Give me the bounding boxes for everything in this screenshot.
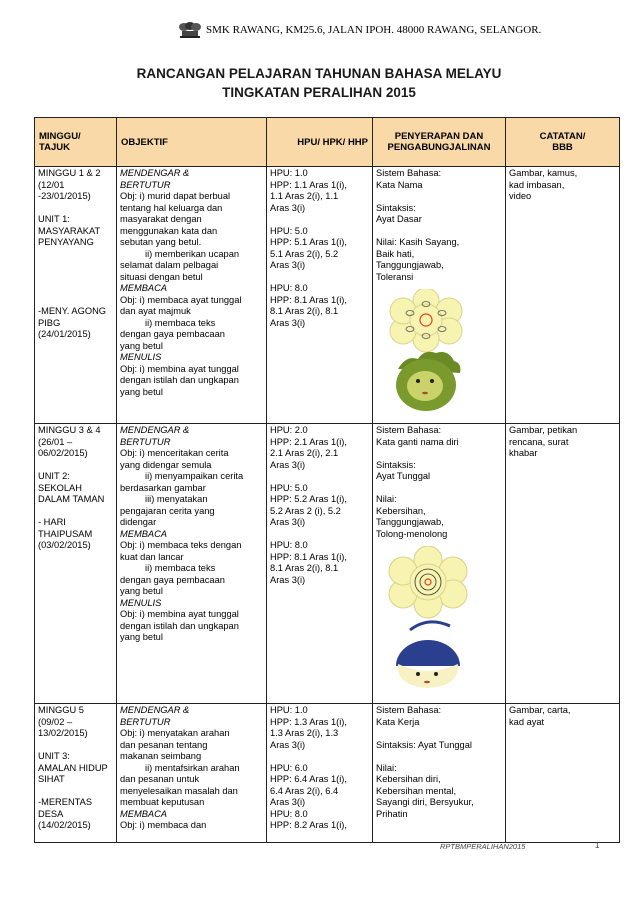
cell-line: pengajaran cerita yang bbox=[120, 505, 215, 516]
cell-line: HPP: 5.1 Aras 1(i), bbox=[270, 237, 347, 247]
cell-line: HPU: 8.0 bbox=[270, 283, 308, 293]
cell-line: yang didengar semula bbox=[120, 459, 212, 470]
cell-line bbox=[38, 260, 113, 272]
cell-line bbox=[376, 448, 502, 460]
cell-hpu bbox=[267, 424, 373, 704]
cell-line: Nilai: bbox=[376, 494, 397, 504]
cell-line: situasi dengan betul bbox=[120, 271, 203, 282]
cell-line: yang betul bbox=[120, 386, 163, 397]
cell-line: dan pesanan tentang bbox=[120, 739, 208, 750]
cell-line: -23/01/2015) bbox=[38, 191, 91, 201]
cell-line: (14/02/2015) bbox=[38, 820, 91, 830]
cell-penyerapan bbox=[373, 424, 506, 704]
cell-line: 06/02/2015) bbox=[38, 448, 88, 458]
cell-line bbox=[38, 203, 113, 215]
cell-line: 5.2 Aras 2 (i), 5.2 bbox=[270, 505, 341, 516]
cell-line: HPP: 5.2 Aras 1(i), bbox=[270, 494, 347, 504]
school-address: SMK RAWANG, KM25.6, JALAN IPOH. 48000 RAWANG, SELANGOR. bbox=[206, 24, 542, 36]
cell-line: (26/01 – bbox=[38, 436, 73, 447]
cell-line: kad imbasan, bbox=[509, 179, 565, 190]
page-number: 1 bbox=[595, 841, 600, 850]
cell-line: (12/01 bbox=[38, 179, 65, 190]
cell-line: Nilai: bbox=[376, 762, 397, 773]
cell-line: dengan gaya pembacaan bbox=[120, 329, 225, 339]
cell-line: tentang hal keluarga dan bbox=[120, 202, 223, 213]
cell-line: HPP: 1.1 Aras 1(i), bbox=[270, 179, 347, 190]
cell-line: yang betul bbox=[120, 340, 163, 351]
cell-line: HPP: 8.1 Aras 1(i), bbox=[270, 551, 347, 562]
cell-line: HPU: 6.0 bbox=[270, 762, 308, 773]
cell-line bbox=[270, 751, 369, 763]
cell-line: Obj: i) membaca ayat tunggal bbox=[120, 294, 242, 305]
header-hpu: HPU/ HPK/ HHP bbox=[267, 118, 373, 167]
title-line-1: RANCANGAN PELAJARAN TAHUNAN BAHASA MELAYU bbox=[136, 66, 502, 81]
table-row bbox=[35, 167, 620, 424]
cell-line: Baik hati, bbox=[376, 248, 415, 259]
cell-line: Obj: i) membina ayat tunggal bbox=[120, 363, 239, 374]
cell-line: BERTUTUR bbox=[120, 179, 171, 190]
cell-line: PIBG bbox=[38, 317, 61, 328]
cell-line: Sintaksis: bbox=[376, 459, 416, 470]
cell-line: UNIT 1: bbox=[38, 214, 70, 224]
cell-line: didengar bbox=[120, 517, 157, 527]
cell-line bbox=[270, 272, 369, 284]
cell-line: Sistem Bahasa: bbox=[376, 705, 442, 715]
cell-line: Sistem Bahasa: bbox=[376, 425, 442, 435]
cell-line: MEMBACA bbox=[120, 808, 168, 819]
cell-line: (24/01/2015) bbox=[38, 329, 91, 339]
cell-line: DESA bbox=[38, 808, 64, 819]
cell-line: (03/02/2015) bbox=[38, 540, 91, 550]
header-catatan-line2: BBB bbox=[552, 142, 573, 153]
cell-hpu bbox=[267, 167, 373, 424]
cell-line: Kebersihan, bbox=[376, 505, 426, 516]
cell-line: HPP: 6.4 Aras 1(i), bbox=[270, 774, 347, 784]
cell-line: MENULIS bbox=[120, 352, 162, 362]
flower-and-blue-cap-face-illustration bbox=[376, 546, 480, 696]
cell-line: HPU: 8.0 bbox=[270, 808, 308, 819]
cell-line: Sayangi diri, Bersyukur, bbox=[376, 797, 474, 807]
cell-line: DALAM TAMAN bbox=[38, 494, 105, 504]
cell-line bbox=[38, 786, 113, 798]
cell-line bbox=[38, 283, 113, 295]
cell-line: Kata Nama bbox=[376, 179, 423, 190]
cell-objektif bbox=[117, 704, 267, 843]
cell-line: menyelesaikan masalah dan bbox=[120, 785, 238, 796]
cell-line: khabar bbox=[509, 448, 538, 458]
cell-line: Ayat Tunggal bbox=[376, 471, 431, 481]
cell-hpu bbox=[267, 704, 373, 843]
cell-line: - HARI bbox=[38, 517, 66, 527]
cell-line: Kata ganti nama diri bbox=[376, 436, 459, 447]
cell-line: dan pesanan untuk bbox=[120, 774, 200, 784]
cell-penyerapan bbox=[373, 704, 506, 843]
cell-line: (09/02 – bbox=[38, 716, 73, 727]
header-catatan-line1: CATATAN/ bbox=[539, 131, 586, 142]
cell-line: makanan seimbang bbox=[120, 751, 202, 761]
cell-line: THAIPUSAM bbox=[38, 528, 93, 539]
cell-line: -MERENTAS bbox=[38, 797, 93, 807]
cell-objektif bbox=[117, 167, 267, 424]
cell-line: 8.1 Aras 2(i), 8.1 bbox=[270, 306, 339, 316]
cell-catatan bbox=[506, 424, 620, 704]
cell-line: kuat dan lancar bbox=[120, 551, 184, 562]
cell-line: Sintaksis: Ayat Tunggal bbox=[376, 739, 472, 750]
cell-line: HPU: 1.0 bbox=[270, 168, 308, 178]
cell-line: UNIT 3: bbox=[38, 751, 70, 761]
cell-line: ii) memberikan ucapan bbox=[145, 248, 240, 259]
cell-line: iii) menyatakan bbox=[145, 494, 208, 504]
cell-objektif bbox=[117, 424, 267, 704]
header-penyerapan-line1: PENYERAPAN DAN bbox=[394, 131, 484, 142]
cell-line bbox=[38, 460, 113, 472]
cell-line bbox=[376, 728, 502, 740]
cell-minggu bbox=[35, 704, 117, 843]
cell-line: Obj: i) menyatakan arahan bbox=[120, 728, 230, 738]
cell-line: video bbox=[509, 191, 532, 201]
cell-catatan bbox=[506, 167, 620, 424]
cell-line: Sistem Bahasa: bbox=[376, 168, 442, 178]
cell-line: Kebersihan diri, bbox=[376, 774, 441, 784]
cell-line bbox=[270, 529, 369, 541]
cell-line: kad ayat bbox=[509, 716, 545, 727]
header-penyerapan bbox=[373, 118, 506, 167]
table-row bbox=[35, 704, 620, 843]
cell-line bbox=[270, 214, 369, 226]
cell-line: MEMBACA bbox=[120, 283, 168, 293]
document-title bbox=[0, 64, 638, 102]
cell-line: masyarakat dengan bbox=[120, 214, 202, 224]
cell-line: 13/02/2015) bbox=[38, 728, 88, 738]
cell-line: membuat keputusan bbox=[120, 797, 205, 807]
cell-line bbox=[376, 226, 502, 238]
cell-line: rencana, surat bbox=[509, 436, 569, 447]
cell-line bbox=[38, 295, 113, 307]
cell-line: Gambar, petikan bbox=[509, 425, 578, 435]
cell-line: HPU: 8.0 bbox=[270, 540, 308, 550]
cell-line: ii) membaca teks bbox=[145, 317, 216, 328]
cell-line: BERTUTUR bbox=[120, 716, 171, 727]
cell-line: yang betul bbox=[120, 586, 163, 596]
cell-line: SIHAT bbox=[38, 774, 65, 784]
cell-line: Sintaksis: bbox=[376, 202, 416, 213]
cell-line bbox=[38, 272, 113, 284]
cell-minggu bbox=[35, 167, 117, 424]
cell-line bbox=[38, 506, 113, 518]
cell-line: ii) membaca teks bbox=[145, 563, 216, 573]
cell-line: Nilai: Kasih Sayang, bbox=[376, 237, 460, 247]
header-objektif: OBJEKTIF bbox=[117, 118, 267, 167]
cell-line: MEMBACA bbox=[120, 528, 168, 539]
cell-line: sebutan yang betul. bbox=[120, 237, 202, 247]
cell-line: MENULIS bbox=[120, 597, 162, 608]
cell-line: MINGGU 5 bbox=[38, 705, 84, 715]
cell-line: -MENY. AGONG bbox=[38, 306, 107, 316]
cell-line: Aras 3(i) bbox=[270, 459, 306, 470]
cell-line: ii) mentafsirkan arahan bbox=[145, 762, 240, 773]
cell-line: dengan gaya pembacaan bbox=[120, 574, 225, 585]
cell-line: Obj: i) menceritakan cerita bbox=[120, 448, 229, 458]
cell-line: MENDENGAR & bbox=[120, 705, 190, 715]
cell-line: 1.1 Aras 2(i), 1.1 bbox=[270, 191, 339, 201]
school-crest-icon bbox=[178, 22, 202, 38]
cell-penyerapan bbox=[373, 167, 506, 424]
cell-line: dengan istilah dan ungkapan bbox=[120, 620, 239, 631]
cell-line: Aras 3(i) bbox=[270, 317, 306, 328]
cell-line: selamat dalam pelbagai bbox=[120, 260, 219, 270]
cell-line bbox=[376, 191, 502, 203]
cell-line: Ayat Dasar bbox=[376, 214, 422, 224]
cell-line: MENDENGAR & bbox=[120, 168, 190, 178]
cell-line: Obj: i) membaca teks dengan bbox=[120, 540, 242, 550]
cell-line: Obj: i) membina ayat tunggal bbox=[120, 609, 239, 619]
cell-line: menggunakan kata dan bbox=[120, 225, 218, 236]
cell-line: PENYAYANG bbox=[38, 237, 94, 247]
cell-line: UNIT 2: bbox=[38, 471, 70, 481]
cell-line: MASYARAKAT bbox=[38, 225, 101, 236]
cell-line: HPU: 5.0 bbox=[270, 482, 308, 493]
title-line-2: TINGKATAN PERALIHAN 2015 bbox=[222, 85, 416, 100]
cell-line: berdasarkan gambar bbox=[120, 482, 206, 493]
table-row bbox=[35, 424, 620, 704]
cell-line: AMALAN HIDUP bbox=[38, 762, 108, 773]
cell-line: Gambar, kamus, bbox=[509, 168, 578, 178]
cell-line: yang betul bbox=[120, 632, 163, 642]
cell-line: Tanggungjawab, bbox=[376, 260, 444, 270]
cell-line: HPU: 1.0 bbox=[270, 705, 308, 715]
cell-line: 2.1 Aras 2(i), 2.1 bbox=[270, 448, 339, 458]
cell-line: Toleransi bbox=[376, 271, 414, 282]
lesson-plan-table bbox=[34, 117, 620, 843]
cell-line: dan ayat majmuk bbox=[120, 306, 191, 316]
cell-line bbox=[376, 751, 502, 763]
cell-line: HPP: 2.1 Aras 1(i), bbox=[270, 436, 347, 447]
flower-and-green-face-illustration bbox=[376, 289, 476, 415]
cell-line: Aras 3(i) bbox=[270, 202, 306, 213]
cell-line: HPP: 8.1 Aras 1(i), bbox=[270, 294, 347, 305]
cell-line bbox=[38, 249, 113, 261]
cell-line: MINGGU 1 & 2 bbox=[38, 168, 101, 178]
cell-line: 5.1 Aras 2(i), 5.2 bbox=[270, 248, 339, 259]
cell-line: Aras 3(i) bbox=[270, 797, 306, 807]
cell-line: Aras 3(i) bbox=[270, 260, 306, 270]
cell-line: Kebersihan mental, bbox=[376, 785, 457, 796]
cell-line: Aras 3(i) bbox=[270, 517, 306, 527]
header-minggu: MINGGU/ TAJUK bbox=[35, 118, 117, 167]
cell-line: MENDENGAR & bbox=[120, 425, 190, 435]
table-header-row bbox=[35, 118, 620, 167]
cell-line: HPP: 8.2 Aras 1(i), bbox=[270, 820, 347, 830]
header-penyerapan-line2: PENGABUNGJALINAN bbox=[387, 142, 491, 153]
cell-line: MINGGU 3 & 4 bbox=[38, 425, 101, 435]
cell-line: Tanggungjawab, bbox=[376, 517, 444, 527]
cell-line: HPU: 2.0 bbox=[270, 425, 308, 435]
cell-line bbox=[270, 471, 369, 483]
cell-minggu bbox=[35, 424, 117, 704]
footer-doc-code: RPTBMPERALIHAN2015 bbox=[440, 842, 526, 851]
cell-line: Tolong-menolong bbox=[376, 528, 448, 539]
cell-line: Kata Kerja bbox=[376, 716, 420, 727]
cell-line: SEKOLAH bbox=[38, 482, 82, 493]
cell-catatan bbox=[506, 704, 620, 843]
cell-line: 6.4 Aras 2(i), 6.4 bbox=[270, 785, 339, 796]
cell-line: Aras 3(i) bbox=[270, 574, 306, 585]
cell-line: Obj: i) murid dapat berbual bbox=[120, 191, 231, 201]
page-header bbox=[0, 22, 638, 40]
header-catatan bbox=[506, 118, 620, 167]
cell-line bbox=[376, 483, 502, 495]
cell-line: Prihatin bbox=[376, 808, 408, 819]
cell-line: 8.1 Aras 2(i), 8.1 bbox=[270, 563, 339, 573]
cell-line: HPU: 5.0 bbox=[270, 225, 308, 236]
cell-line: HPP: 1.3 Aras 1(i), bbox=[270, 716, 347, 727]
cell-line: Obj: i) membaca dan bbox=[120, 820, 207, 830]
cell-line: Gambar, carta, bbox=[509, 705, 571, 715]
cell-line: 1.3 Aras 2(i), 1.3 bbox=[270, 728, 339, 738]
cell-line bbox=[38, 740, 113, 752]
cell-line: ii) menyampaikan cerita bbox=[145, 471, 244, 481]
cell-line: BERTUTUR bbox=[120, 436, 171, 447]
cell-line: dengan istilah dan ungkapan bbox=[120, 375, 239, 385]
cell-line: Aras 3(i) bbox=[270, 739, 306, 750]
